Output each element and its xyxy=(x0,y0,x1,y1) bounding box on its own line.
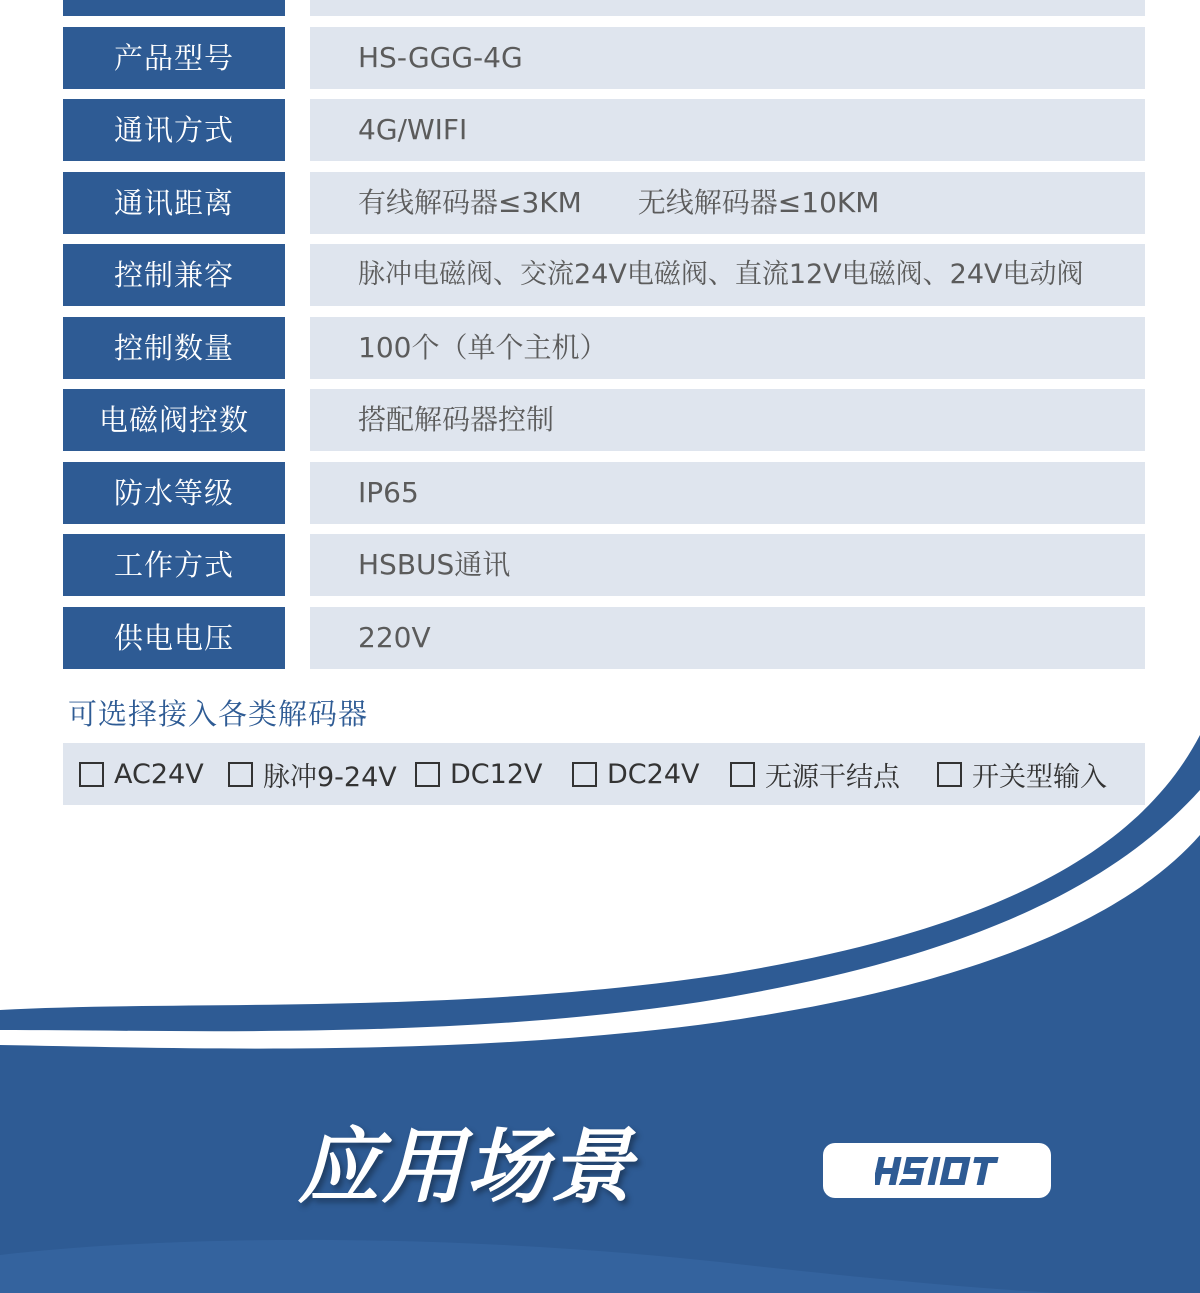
spec-label: 防水等级 xyxy=(63,462,285,524)
decoder-option-switch-input[interactable] xyxy=(937,743,1107,805)
spec-value: HS-GGG-4G xyxy=(310,27,1145,89)
spec-row-power-supply xyxy=(63,607,1145,669)
spec-value: IP65 xyxy=(310,462,1145,524)
spec-label: 工作方式 xyxy=(63,534,285,596)
spec-row-comm-distance xyxy=(63,172,1145,234)
spec-row-valve-control xyxy=(63,389,1145,451)
checkbox-icon[interactable] xyxy=(228,762,253,787)
application-scenarios-title: 应用场景 xyxy=(298,1120,634,1215)
spec-value: 脉冲电磁阀、交流24V电磁阀、直流12V电磁阀、24V电动阀 xyxy=(310,244,1145,306)
checkbox-icon[interactable] xyxy=(79,762,104,787)
spec-label: 产品型号 xyxy=(63,27,285,89)
spec-row-control-count xyxy=(63,317,1145,379)
spec-label: 通讯方式 xyxy=(63,99,285,161)
checkbox-icon[interactable] xyxy=(572,762,597,787)
hsiot-logo xyxy=(823,1143,1051,1198)
decoder-option-label: 开关型输入 xyxy=(972,761,1107,793)
decoder-option-ac24v[interactable] xyxy=(79,743,204,805)
decoder-option-label: DC24V xyxy=(607,758,700,790)
spec-label: 控制兼容 xyxy=(63,244,285,306)
spec-value: HSBUS通讯 xyxy=(310,534,1145,596)
spec-row-work-mode xyxy=(63,534,1145,596)
decoder-option-dry-contact[interactable] xyxy=(730,743,900,805)
decoder-option-pulse[interactable] xyxy=(228,743,397,805)
spec-value: 100个（单个主机） xyxy=(310,317,1145,379)
spec-label: 电磁阀控数 xyxy=(63,389,285,451)
wireless-distance: 无线解码器≤10KM xyxy=(637,186,880,219)
checkbox-icon[interactable] xyxy=(415,762,440,787)
spec-row-comm-mode xyxy=(63,99,1145,161)
hsiot-logo-mark xyxy=(875,1155,999,1187)
decoder-option-label: DC12V xyxy=(450,758,543,790)
decoder-section-title: 可选择接入各类解码器 xyxy=(68,697,369,731)
spec-value: 4G/WIFI xyxy=(310,99,1145,161)
decoder-option-label: AC24V xyxy=(114,758,204,790)
checkbox-icon[interactable] xyxy=(730,762,755,787)
spec-value: 搭配解码器控制 xyxy=(310,389,1145,451)
spec-label: 控制数量 xyxy=(63,317,285,379)
spec-label: 通讯距离 xyxy=(63,172,285,234)
checkbox-icon[interactable] xyxy=(937,762,962,787)
spec-label: 供电电压 xyxy=(63,607,285,669)
decoder-option-label: 无源干结点 xyxy=(765,761,900,793)
decoder-option-dc24v[interactable] xyxy=(572,743,699,805)
spec-row-model xyxy=(63,27,1145,89)
decoder-option-dc12v[interactable] xyxy=(415,743,542,805)
spec-row-partial xyxy=(63,0,1145,16)
spec-value: 220V xyxy=(310,607,1145,669)
decoder-option-label: 脉冲9-24V xyxy=(263,761,397,793)
spec-row-waterproof xyxy=(63,462,1145,524)
spec-value xyxy=(310,172,1145,234)
wired-distance: 有线解码器≤3KM xyxy=(358,186,582,219)
spec-row-compatibility xyxy=(63,244,1145,306)
